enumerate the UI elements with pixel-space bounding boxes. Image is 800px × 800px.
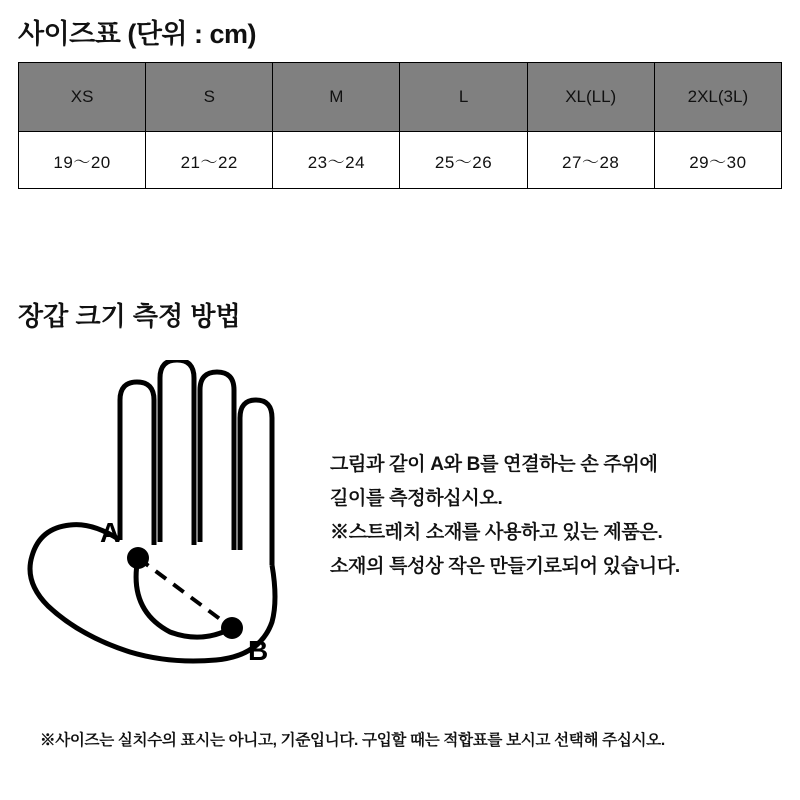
figure-label-b: B (248, 635, 269, 666)
table-cell: 25〜26 (400, 132, 527, 189)
table-cell: 27〜28 (527, 132, 654, 189)
figure-label-a: A (100, 517, 121, 548)
table-header-cell: XS (19, 63, 146, 132)
table-header-cell: XL(LL) (527, 63, 654, 132)
instruction-line-3: ※스트레치 소재를 사용하고 있는 제품은. (330, 522, 663, 543)
page-title: 사이즈표 (단위 : cm) (18, 19, 256, 49)
section-title-measure-method: 장갑 크기 측정 방법 (18, 301, 241, 331)
footnote-text: ※사이즈는 실치수의 표시는 아니고, 기준입니다. 구입할 때는 적합표를 보시고 선택해 주십시오. (40, 732, 665, 749)
table-header-cell: 2XL(3L) (654, 63, 781, 132)
instruction-line-2: 길이를 측정하십시오. (330, 488, 503, 509)
table-cell: 19〜20 (19, 132, 146, 189)
hand-diagram-icon (20, 360, 320, 680)
instruction-line-1: 그림과 같이 A와 B를 연결하는 손 주위에 (330, 454, 658, 475)
table-row (19, 132, 782, 189)
size-table (18, 62, 782, 189)
table-header-cell: L (400, 63, 527, 132)
table-cell: 21〜22 (146, 132, 273, 189)
instructions-block (330, 448, 782, 584)
table-header-row (19, 63, 782, 132)
table-header-cell: S (146, 63, 273, 132)
instruction-line-4: 소재의 특성상 작은 만들기로되어 있습니다. (330, 556, 680, 577)
table-cell: 29〜30 (654, 132, 781, 189)
table-cell: 23〜24 (273, 132, 400, 189)
table-header-cell: M (273, 63, 400, 132)
